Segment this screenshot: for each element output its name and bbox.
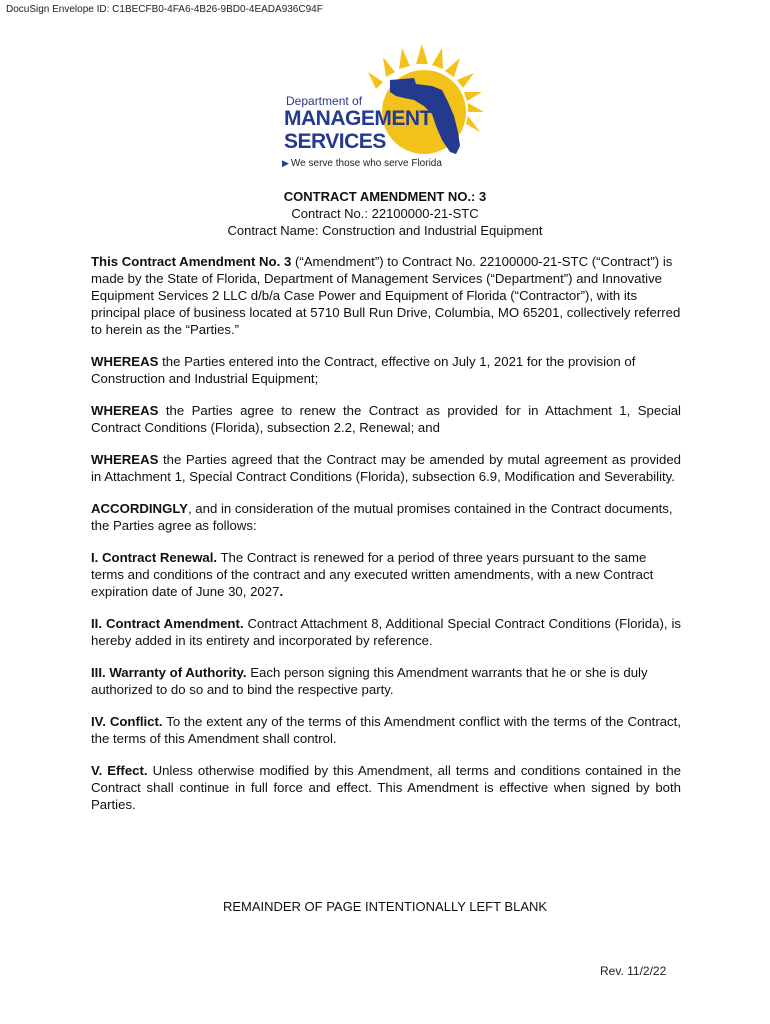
section4-lead: IV. Conflict.	[91, 714, 163, 729]
section3-text: Each person signing this Amendment warrants that he or she is duly authorized to do so and to bind the respective party.	[91, 665, 648, 697]
revision-date: Rev. 11/2/22	[600, 964, 667, 978]
dms-logo	[282, 42, 502, 177]
intro-lead: This Contract Amendment No. 3	[91, 254, 292, 269]
docusign-envelope-id: DocuSign Envelope ID: C1BECFB0-4FA6-4B26-9BD0-4EADA936C94F	[6, 4, 323, 15]
logo-tagline	[282, 158, 442, 169]
whereas-paragraph-3	[91, 451, 681, 485]
section-warranty-of-authority	[91, 664, 681, 698]
section2-lead: II. Contract Amendment.	[91, 616, 244, 631]
logo-line-department: Department of	[286, 94, 363, 108]
whereas1-lead: WHEREAS	[91, 354, 159, 369]
whereas1-text: the Parties entered into the Contract, effective on July 1, 2021 for the provision of Construction and Industrial Equipment;	[91, 354, 636, 386]
section3-lead: III. Warranty of Authority.	[91, 665, 247, 680]
whereas3-lead: WHEREAS	[91, 452, 159, 467]
play-arrow-icon: ▶	[282, 158, 289, 168]
contract-number: Contract No.: 22100000-21-STC	[291, 206, 479, 221]
section-effect	[91, 762, 681, 813]
document-heading	[0, 188, 770, 239]
accordingly-lead: ACCORDINGLY	[91, 501, 188, 516]
tagline-text: We serve those who serve Florida	[290, 158, 442, 169]
intro-text: (“Amendment”) to Contract No. 22100000-21-STC (“Contract”) is made by the State of Florida, Department of Management Services (“Department”) and Innovative Equipment Services 2 LLC d/b/a Case Power and Equipment of Florida (“Contractor”), with its principal place of business located at 5710 Bull Run Drive, Columbia, MO 65201, collectively referred to herein as the “Parties.”	[91, 254, 681, 337]
whereas-paragraph-2	[91, 402, 681, 436]
section5-text: Unless otherwise modified by this Amendment, all terms and conditions contained in the Contract shall continue in full force and effect. This Amendment is effective when signed by both Parties.	[91, 763, 681, 812]
section1-text: The Contract is renewed for a period of three years pursuant to the same terms and conditions of the contract and any executed written amendments, with a new Contract expiration date of June 30, 2027	[91, 550, 654, 599]
section1-end: .	[279, 584, 284, 599]
document-body	[91, 253, 681, 828]
whereas-paragraph-1	[91, 353, 681, 387]
whereas2-lead: WHEREAS	[91, 403, 159, 418]
section5-lead: V. Effect.	[91, 763, 148, 778]
logo-line-management: MANAGEMENT	[284, 107, 432, 130]
section1-lead: I. Contract Renewal.	[91, 550, 218, 565]
section2-text: Contract Attachment 8, Additional Special Contract Conditions (Florida), is hereby added in its entirety and incorporated by reference.	[91, 616, 681, 648]
amendment-title: CONTRACT AMENDMENT NO.: 3	[283, 189, 487, 204]
contract-name: Contract Name: Construction and Industrial Equipment	[227, 223, 543, 238]
section4-text: To the extent any of the terms of this Amendment conflict with the terms of the Contract, the terms of this Amendment shall control.	[91, 714, 681, 746]
remainder-notice: REMAINDER OF PAGE INTENTIONALLY LEFT BLANK	[222, 899, 548, 914]
intro-paragraph	[91, 253, 681, 338]
accordingly-paragraph	[91, 500, 681, 534]
section-contract-amendment	[91, 615, 681, 649]
whereas2-text: the Parties agree to renew the Contract as provided for in Attachment 1, Special Contract Conditions (Florida), subsection 2.2, Renewal; and	[91, 403, 681, 435]
whereas3-text: the Parties agreed that the Contract may be amended by mutal agreement as provided in Attachment 1, Special Contract Conditions (Florida), subsection 6.9, Modification and Severability.	[91, 452, 681, 484]
logo-line-services: SERVICES	[284, 130, 386, 153]
accordingly-text: , and in consideration of the mutual promises contained in the Contract documents, the Parties agree as follows:	[91, 501, 673, 533]
section-conflict	[91, 713, 681, 747]
section-contract-renewal	[91, 549, 681, 600]
